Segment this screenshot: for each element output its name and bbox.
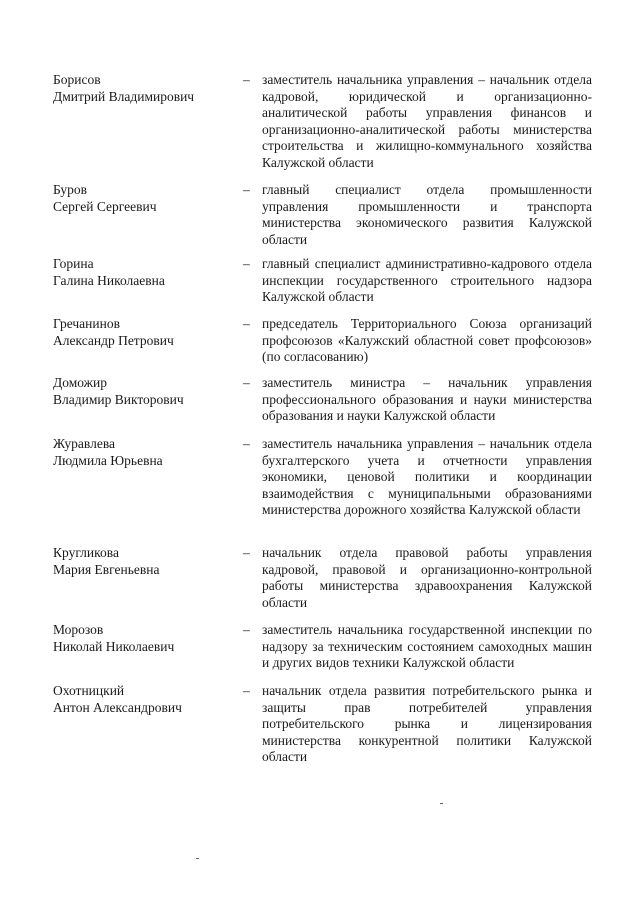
member-surname: Охотницкий: [53, 683, 125, 698]
separator-dash: –: [243, 683, 250, 698]
separator-dash: –: [243, 182, 250, 197]
member-surname: Горина: [53, 256, 94, 271]
member-given-names: Антон Александрович: [53, 699, 182, 715]
member-given-names: Галина Николаевна: [53, 272, 165, 288]
separator-dash: –: [243, 375, 250, 390]
member-given-names: Сергей Сергеевич: [53, 198, 157, 214]
member-name: [53, 375, 238, 408]
member-position: заместитель министра – начальник управления профессионального образования и науки министерства образования и науки Калужской области: [262, 375, 592, 423]
member-position: начальник отдела развития потребительского рынка и защиты прав потребителей управления потребительского рынка и лицензирования министерства конкурентной политики Калужской области: [262, 683, 592, 764]
member-given-names: Людмила Юрьевна: [53, 452, 163, 468]
separator-dash: –: [243, 316, 250, 331]
member-given-names: Владимир Викторович: [53, 391, 184, 407]
member-name: [53, 622, 238, 655]
member-surname: Борисов: [53, 72, 101, 87]
separator-dash: –: [243, 622, 250, 637]
member-surname: Доможир: [53, 375, 107, 390]
member-position: главный специалист административно-кадрового отдела инспекции государственного строительного надзора Калужской области: [262, 256, 592, 304]
member-position: главный специалист отдела промышленности управления промышленности и транспорта министерства экономического развития Калужской области: [262, 182, 592, 247]
separator-dash: –: [243, 545, 250, 560]
member-surname: Морозов: [53, 622, 104, 637]
separator-dash: –: [243, 72, 250, 87]
scan-speck: [196, 858, 199, 859]
member-name: [53, 72, 238, 105]
member-position: заместитель начальника управления – начальник отдела бухгалтерского учета и отчетности управления экономики, ценовой политики и координации взаимодействия с муниципальными образованиями министерства дорожного хозяйства Калужской области: [262, 436, 592, 517]
member-position: начальник отдела правовой работы управления кадровой, правовой и организационно-контрольной работы министерства здравоохранения Калужской области: [262, 545, 592, 610]
member-given-names: Николай Николаевич: [53, 638, 175, 654]
member-position: заместитель начальника государственной инспекции по надзору за техническим состоянием самоходных машин и других видов техники Калужской области: [262, 622, 592, 670]
member-position: председатель Территориального Союза организаций профсоюзов «Калужский областной совет профсоюзов» (по согласованию): [262, 316, 592, 364]
member-name: [53, 545, 238, 578]
member-name: [53, 182, 238, 215]
separator-dash: –: [243, 256, 250, 271]
member-surname: Кругликова: [53, 545, 119, 560]
separator-dash: –: [243, 436, 250, 451]
member-surname: Буров: [53, 182, 88, 197]
member-given-names: Мария Евгеньевна: [53, 561, 160, 577]
member-name: [53, 436, 238, 469]
member-surname: Журавлева: [53, 436, 116, 451]
member-given-names: Дмитрий Владимирович: [53, 88, 195, 104]
scan-speck: [440, 803, 443, 804]
member-name: [53, 256, 238, 289]
member-name: [53, 316, 238, 349]
member-name: [53, 683, 238, 716]
member-surname: Гречанинов: [53, 316, 120, 331]
member-given-names: Александр Петрович: [53, 332, 174, 348]
member-position: заместитель начальника управления – начальник отдела кадровой, юридической и организационно-аналитической работы управления финансов и организационно-аналитической работы министерства строительства и жилищно-коммунального хозяйства Калужской области: [262, 72, 592, 170]
